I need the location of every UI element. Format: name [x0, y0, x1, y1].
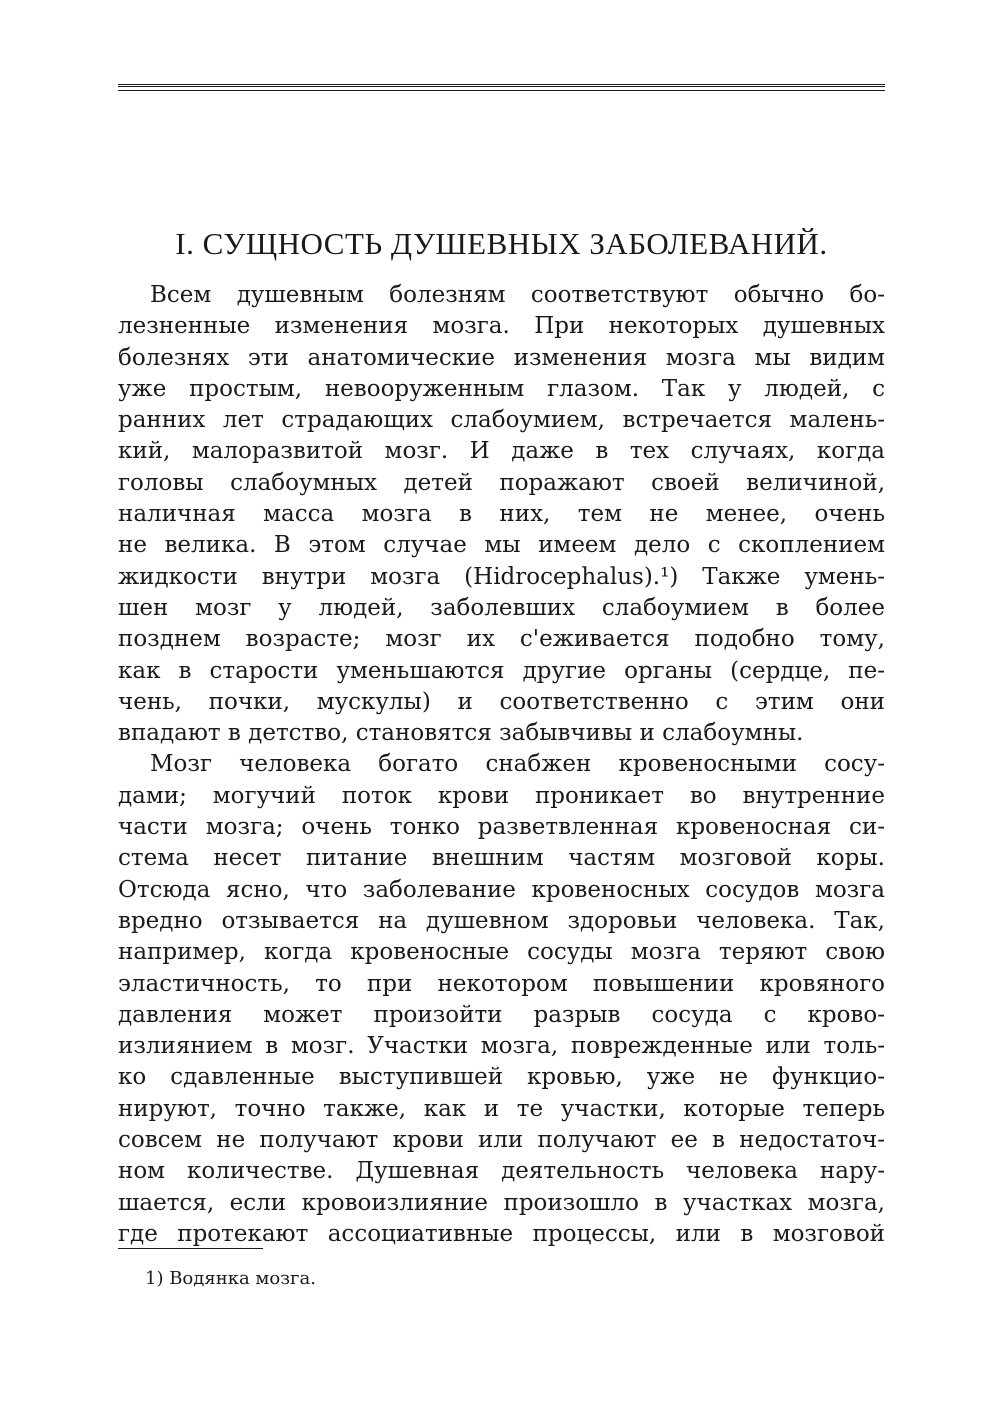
text-line: головы слабоумных детей поражают своей величиной, [118, 469, 885, 496]
text-line: жидкости внутри мозга (Hidrocephalus).¹) Также умень- [118, 563, 885, 590]
text-line: где протекают ассоциативные процессы, или в мозговой [118, 1220, 885, 1247]
text-line: стема несет питание внешним частям мозговой коры. [118, 845, 885, 872]
text-line: шается, если кровоизлияние произошло в участках мозга, [118, 1189, 885, 1216]
text-line: эластичность, то при некотором повышении кровяного [118, 970, 885, 997]
text-line: излиянием в мозг. Участки мозга, поврежденные или толь- [118, 1033, 885, 1060]
text-line: дами; могучий поток крови проникает во внутренние [118, 782, 885, 809]
text-line: впадают в детство, становятся забывчивы и слабоумны. [118, 720, 804, 747]
footnote: 1) Водянка мозга. [145, 1268, 316, 1289]
text-line: Всем душевным болезням соответствуют обычно бо- [150, 282, 885, 308]
text-line: совсем не получают крови или получают ее в недостаточ- [118, 1127, 885, 1154]
text-line: наличная масса мозга в них, тем не менее, очень [118, 501, 885, 528]
text-line: ранних лет страдающих слабоумием, встречается малень- [118, 407, 885, 434]
text-line: не велика. В этом случае мы имеем дело с скоплением [118, 532, 885, 559]
top-double-rule [118, 84, 885, 91]
text-line: нируют, точно также, как и те участки, которые теперь [118, 1095, 885, 1122]
text-line: давления может произойти разрыв сосуда с крово- [118, 1001, 885, 1028]
text-line: кий, малоразвитой мозг. И даже в тех случаях, когда [118, 438, 885, 465]
text-line: уже простым, невооруженным глазом. Так у людей, с [118, 375, 885, 402]
text-line: ко сдавленные выступившей кровью, уже не функцио- [118, 1064, 885, 1091]
text-line: лезненные изменения мозга. При некоторых душевных [118, 313, 885, 340]
text-line: ном количестве. Душевная деятельность человека нару- [118, 1158, 885, 1185]
text-line: например, когда кровеносные сосуды мозга теряют свою [118, 939, 885, 966]
footnote-rule [118, 1248, 263, 1249]
text-line: чень, почки, мускулы) и соответственно с этим они [118, 688, 885, 715]
body-text [118, 280, 885, 1250]
text-line: Отсюда ясно, что заболевание кровеносных сосудов мозга [118, 876, 885, 903]
chapter-title: I. СУЩНОСТЬ ДУШЕВНЫХ ЗАБОЛЕВАНИЙ. [175, 226, 828, 261]
text-line: вредно отзывается на душевном здоровьи человека. Так, [118, 907, 885, 934]
text-line: шен мозг у людей, заболевших слабоумием в более [118, 594, 885, 621]
text-line: как в старости уменьшаются другие органы (сердце, пе- [118, 657, 885, 684]
text-line: болезнях эти анатомические изменения мозга мы видим [118, 344, 885, 371]
text-line: части мозга; очень тонко разветвленная кровеносная си- [118, 814, 885, 841]
text-line: Мозг человека богато снабжен кровеносными сосу- [150, 751, 885, 778]
text-line: позднем возрасте; мозг их с'еживается подобно тому, [118, 626, 885, 653]
